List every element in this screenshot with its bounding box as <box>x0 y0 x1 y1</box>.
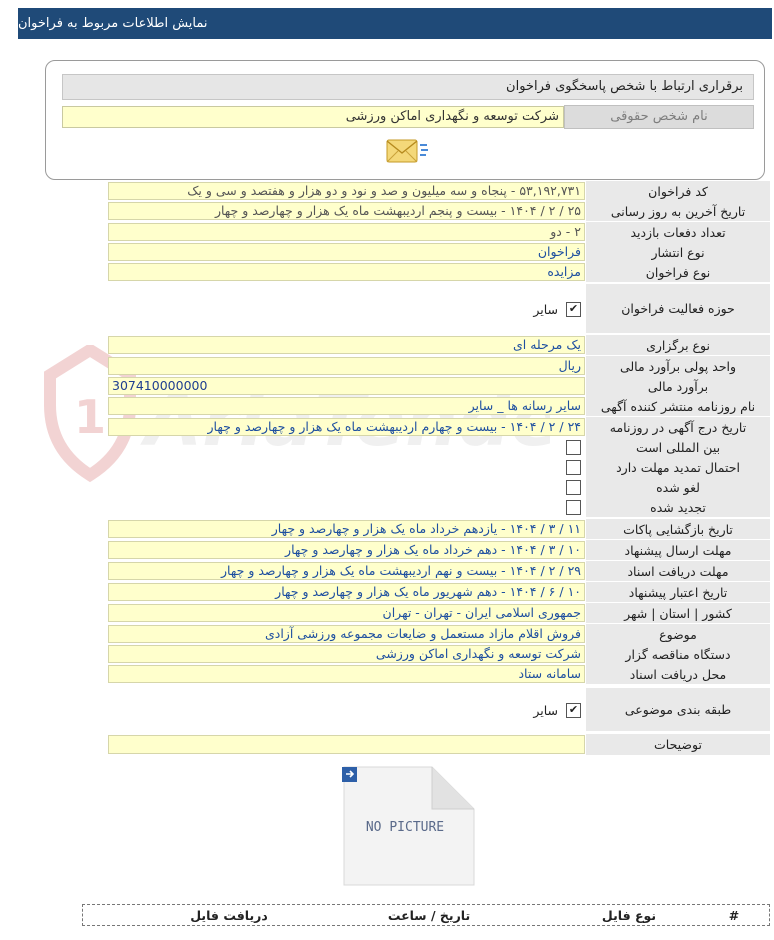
field-label: بین المللی است <box>586 437 770 458</box>
no-picture-text: NO PICTURE <box>365 820 445 835</box>
col-datetime: تاریخ / ساعت <box>387 907 471 923</box>
field-checkbox-group <box>108 437 585 458</box>
field-row <box>108 262 770 283</box>
field-label: تاریخ درج آگهی در روزنامه <box>586 417 770 438</box>
field-value: جمهوری اسلامی ایران - تهران - تهران <box>108 604 585 622</box>
field-row <box>108 181 770 202</box>
field-row <box>108 603 770 624</box>
field-row <box>108 561 770 582</box>
field-row <box>108 201 770 222</box>
page-header <box>18 8 772 39</box>
field-row <box>108 540 770 561</box>
field-label: نوع فراخوان <box>586 262 770 283</box>
field-value: ۲۵ / ۲ / ۱۴۰۴ - بیست و پنجم اردیبهشت ماه یک هزار و چهارصد و چهار <box>108 202 585 220</box>
field-label: نام روزنامه منتشر کننده آگهی <box>586 396 770 417</box>
field-checkbox-group <box>108 497 585 518</box>
field-label: موضوع <box>586 624 770 645</box>
files-table-header <box>82 904 770 926</box>
field-checkbox[interactable] <box>566 440 581 455</box>
field-value: ۲۴ / ۲ / ۱۴۰۴ - بیست و چهارم اردیبهشت ماه یک هزار و چهارصد و چهار <box>108 418 585 436</box>
contact-panel <box>45 60 765 180</box>
field-checkbox[interactable] <box>566 500 581 515</box>
field-row <box>108 356 770 377</box>
field-checkbox-group <box>108 477 585 498</box>
field-label: تجدید شده <box>586 497 770 518</box>
field-value: ۲۹ / ۲ / ۱۴۰۴ - بیست و نهم اردیبهشت ماه یک هزار و چهارصد و چهار <box>108 562 585 580</box>
field-checkbox-group <box>108 688 585 732</box>
page-title: نمایش اطلاعات مربوط به فراخوان <box>18 16 208 31</box>
field-label: مهلت دریافت اسناد <box>586 561 770 582</box>
field-value: سامانه ستاد <box>108 665 585 683</box>
field-row <box>108 477 770 498</box>
field-row <box>108 222 770 243</box>
checkbox-label: سایر <box>533 702 558 718</box>
col-download: دریافت فایل <box>190 907 268 923</box>
col-file-type: نوع فایل <box>601 907 657 923</box>
field-label: نوع انتشار <box>586 242 770 263</box>
field-value: 307410000000 <box>108 377 585 395</box>
field-row <box>108 335 770 356</box>
field-value: ۱۰ / ۶ / ۱۴۰۴ - دهم شهریور ماه یک هزار و چهارصد و چهار <box>108 583 585 601</box>
field-label: واحد پولی برآورد مالی <box>586 356 770 377</box>
field-checkbox[interactable]: ✔ <box>566 703 581 718</box>
field-row <box>108 734 770 756</box>
field-checkbox[interactable] <box>566 460 581 475</box>
field-row <box>108 519 770 540</box>
field-value: فروش اقلام مازاد مستعمل و ضایعات مجموعه ورزشی آزادی <box>108 625 585 643</box>
field-checkbox-group <box>108 457 585 478</box>
field-row <box>108 376 770 397</box>
field-checkbox[interactable]: ✔ <box>566 302 581 317</box>
field-label: توضیحات <box>586 734 770 756</box>
field-row <box>108 396 770 417</box>
field-label: کشور | استان | شهر <box>586 603 770 624</box>
field-checkbox-group <box>108 284 585 334</box>
field-value: شرکت توسعه و نگهداری اماکن ورزشی <box>108 645 585 663</box>
field-row <box>108 497 770 518</box>
field-value: مزایده <box>108 263 585 281</box>
field-value <box>108 735 585 754</box>
field-value: ۱۱ / ۳ / ۱۴۰۴ - یازدهم خرداد ماه یک هزار و چهارصد و چهار <box>108 520 585 538</box>
field-label: تاریخ آخرین به روز رسانی <box>586 201 770 222</box>
field-row <box>108 242 770 263</box>
field-value: ۱۰ / ۳ / ۱۴۰۴ - دهم خرداد ماه یک هزار و چهارصد و چهار <box>108 541 585 559</box>
field-label: احتمال تمدید مهلت دارد <box>586 457 770 478</box>
field-value: یک مرحله ای <box>108 336 585 354</box>
field-row <box>108 624 770 645</box>
field-label: تعداد دفعات بازدید <box>586 222 770 243</box>
col-index: # <box>728 907 740 923</box>
field-row <box>108 664 770 685</box>
field-value: ۲ - دو <box>108 223 585 241</box>
checkbox-label: سایر <box>533 301 558 317</box>
field-label: تاریخ بازگشایی پاکات <box>586 519 770 540</box>
field-row <box>108 437 770 458</box>
field-row <box>108 582 770 603</box>
field-row <box>108 284 770 334</box>
field-label: تاریخ اعتبار پیشنهاد <box>586 582 770 603</box>
field-label: دستگاه مناقصه گزار <box>586 644 770 665</box>
field-checkbox[interactable] <box>566 480 581 495</box>
no-picture-image <box>340 765 478 887</box>
field-row <box>108 457 770 478</box>
legal-person-field: شرکت توسعه و نگهداری اماکن ورزشی <box>62 106 564 128</box>
field-label: محل دریافت اسناد <box>586 664 770 685</box>
field-row <box>108 417 770 438</box>
legal-person-label: نام شخص حقوقی <box>564 105 754 129</box>
svg-text:1: 1 <box>73 390 107 444</box>
field-value: ریال <box>108 357 585 375</box>
field-value: ۵۳,۱۹۲,۷۳۱ - پنجاه و سه میلیون و صد و نود و دو هزار و هفتصد و سی و یک <box>108 182 585 200</box>
field-label: نوع برگزاری <box>586 335 770 356</box>
field-label: کد فراخوان <box>586 181 770 202</box>
field-label: مهلت ارسال پیشنهاد <box>586 540 770 561</box>
field-row <box>108 644 770 665</box>
field-row <box>108 688 770 732</box>
field-value: سایر رسانه ها _ سایر <box>108 397 585 415</box>
field-label: حوزه فعالیت فراخوان <box>586 284 770 334</box>
field-label: برآورد مالی <box>586 376 770 397</box>
field-value: فراخوان <box>108 243 585 261</box>
field-label: لغو شده <box>586 477 770 498</box>
contact-responder-button[interactable]: برقراری ارتباط با شخص پاسخگوی فراخوان <box>62 74 754 100</box>
envelope-icon[interactable] <box>384 135 430 171</box>
field-label: طبقه بندی موضوعی <box>586 688 770 732</box>
